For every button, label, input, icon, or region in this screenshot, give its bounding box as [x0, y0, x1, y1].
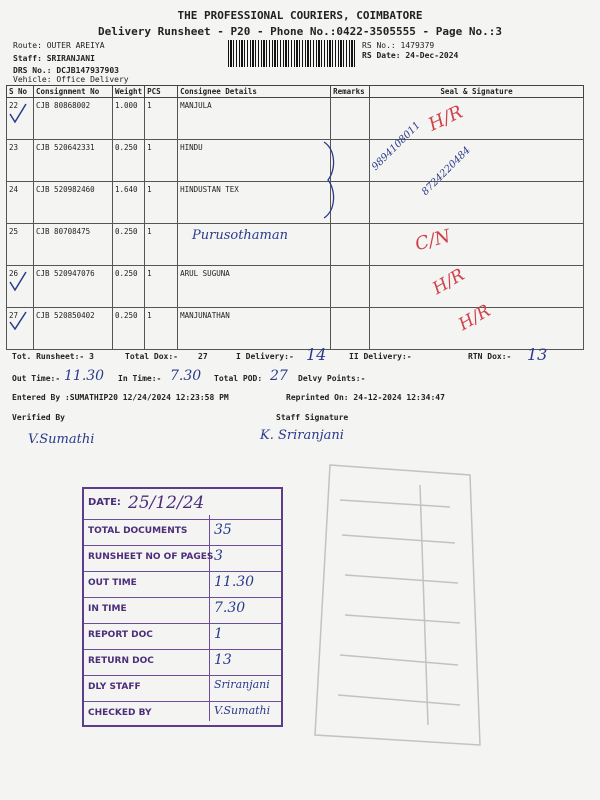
col-pcs: PCS: [145, 86, 178, 98]
table-row: [7, 224, 584, 266]
vehicle: Vehicle: Office Delivery: [13, 75, 129, 84]
barcode: [228, 40, 356, 67]
table-row: [7, 266, 584, 308]
cell-consignee: MANJULA: [178, 98, 331, 140]
stamp-row: [84, 571, 281, 598]
tick-marks: [4, 100, 34, 330]
sig-row22: H/R: [425, 101, 467, 136]
cell-sno: 24: [7, 182, 34, 224]
rs-date: RS Date: 24-Dec-2024: [362, 51, 459, 60]
verified-signature: V.Sumathi: [28, 432, 95, 447]
cell-weight: 0.250: [113, 266, 145, 308]
stamp-date-value: 25/12/24: [128, 493, 205, 513]
stamp-value: 7.30: [214, 600, 246, 616]
stamp-date-row: [84, 489, 281, 520]
bracket-mark: [320, 140, 340, 220]
phone-note-1: 9894108011: [370, 120, 423, 173]
cell-pcs: 1: [145, 224, 178, 266]
cell-sno: 26: [7, 266, 34, 308]
tot-runsheet: Tot. Runsheet:- 3: [12, 352, 94, 361]
out-time-value: 11.30: [64, 368, 105, 384]
cell-consignment: CJB 80708475: [34, 224, 113, 266]
staff-signature: K. Sriranjani: [260, 428, 344, 443]
out-time-label: Out Time:-: [12, 374, 61, 383]
cell-sno: 23: [7, 140, 34, 182]
tick-icon: [10, 312, 26, 329]
stamp-row: [84, 519, 281, 546]
i-delivery-value: 14: [306, 345, 327, 364]
cell-consignee: MANJUNATHAN: [178, 308, 331, 350]
row25-consignee-handwritten: Purusothaman: [192, 228, 289, 243]
stamp-value: V.Sumathi: [214, 704, 271, 717]
i-delivery-label: I Delivery:-: [236, 352, 294, 361]
stamp-row: [84, 597, 281, 624]
stamp-label: CHECKED BY: [88, 708, 152, 718]
stamp-value: 1: [214, 626, 223, 642]
tick-icon: [10, 104, 26, 122]
stamp-value: 13: [214, 652, 232, 668]
stamp-date-label: DATE:: [88, 497, 121, 508]
col-sno: S No: [7, 86, 34, 98]
cell-consignment: CJB 520947076: [34, 266, 113, 308]
total-dox-label: Total Dox:-: [125, 352, 178, 361]
faded-stamp-impression: [300, 455, 485, 755]
rs-no: RS No.: 1479379: [362, 41, 435, 50]
stamp-label: REPORT DOC: [88, 630, 153, 640]
cell-consignment: CJB 520642331: [34, 140, 113, 182]
in-time-label: In Time:-: [118, 374, 162, 383]
cell-weight: 0.250: [113, 224, 145, 266]
col-consignee: Consignee Details: [178, 86, 331, 98]
verified-by-label: Verified By: [12, 413, 65, 422]
tick-icon: [10, 272, 26, 290]
cell-sno: 22: [7, 98, 34, 140]
company-title: THE PROFESSIONAL COURIERS, COIMBATORE: [177, 9, 423, 22]
cell-weight: 1.000: [113, 98, 145, 140]
cell-pcs: 1: [145, 140, 178, 182]
ii-delivery-label: II Delivery:-: [349, 352, 412, 361]
cell-consignee: HINDU: [178, 140, 331, 182]
sig-row26: H/R: [429, 264, 469, 300]
table-row: [7, 182, 584, 224]
total-pod-value: 27: [270, 368, 288, 384]
stamp-value: 11.30: [214, 574, 255, 590]
total-dox-value: 27: [198, 352, 208, 361]
stamp-row: [84, 675, 281, 702]
stamp-row: [84, 545, 281, 572]
stamp-label: RETURN DOC: [88, 656, 154, 666]
entered-by: Entered By :SUMATHIP20 12/24/2024 12:23:58 PM: [12, 393, 229, 402]
cell-pcs: 1: [145, 98, 178, 140]
table-row: [7, 98, 584, 140]
cell-seal: [370, 224, 584, 266]
cell-consignee: HINDUSTAN TEX: [178, 182, 331, 224]
reprinted-on: Reprinted On: 24-12-2024 12:34:47: [286, 393, 445, 402]
cell-consignee: ARUL SUGUNA: [178, 266, 331, 308]
cell-remarks: [331, 266, 370, 308]
delvy-points-label: Delvy Points:-: [298, 374, 366, 383]
cell-remarks: [331, 224, 370, 266]
cell-seal: [370, 182, 584, 224]
total-pod-label: Total POD:: [214, 374, 263, 383]
rtn-dox-label: RTN Dox:-: [468, 352, 512, 361]
office-stamp: [82, 487, 283, 727]
stamp-row: [84, 649, 281, 676]
table-row: [7, 308, 584, 350]
stamp-label: RUNSHEET NO OF PAGES: [88, 552, 214, 562]
table-header: [7, 86, 584, 98]
cell-sno: 27: [7, 308, 34, 350]
route: Route: OUTER AREIYA: [13, 41, 105, 50]
sig-row27: H/R: [455, 300, 495, 336]
col-remarks: Remarks: [331, 86, 370, 98]
col-consignment: Consignment No: [34, 86, 113, 98]
cell-consignment: CJB 520982460: [34, 182, 113, 224]
in-time-value: 7.30: [170, 368, 202, 384]
stamp-label: IN TIME: [88, 604, 127, 614]
staff-signature-label: Staff Signature: [276, 413, 349, 422]
staff: Staff: SRIRANJANI: [13, 54, 95, 63]
cell-pcs: 1: [145, 182, 178, 224]
cell-seal: [370, 266, 584, 308]
col-seal: Seal & Signature: [370, 86, 584, 98]
cell-weight: 0.250: [113, 308, 145, 350]
cell-pcs: 1: [145, 266, 178, 308]
stamp-label: DLY STAFF: [88, 682, 141, 692]
phone-note-2: 8724220484: [420, 145, 473, 198]
sig-row25: C/N: [412, 225, 453, 256]
stamp-row: [84, 701, 281, 723]
drs-no: DRS No.: DCJB147937903: [13, 66, 119, 75]
consignment-table: [6, 85, 584, 350]
stamp-label: OUT TIME: [88, 578, 137, 588]
cell-consignment: CJB 520850402: [34, 308, 113, 350]
runsheet-subtitle: Delivery Runsheet - P20 - Phone No.:0422-3505555 - Page No.:3: [98, 25, 502, 38]
stamp-row: [84, 623, 281, 650]
cell-consignment: CJB 80868002: [34, 98, 113, 140]
rtn-dox-value: 13: [527, 345, 548, 364]
stamp-value: 3: [214, 548, 223, 564]
cell-sno: 25: [7, 224, 34, 266]
col-weight: Weight: [113, 86, 145, 98]
stamp-value: 35: [214, 522, 232, 538]
table-row: [7, 140, 584, 182]
cell-remarks: [331, 98, 370, 140]
stamp-label: TOTAL DOCUMENTS: [88, 526, 188, 536]
stamp-value: Sriranjani: [214, 678, 270, 691]
cell-remarks: [331, 308, 370, 350]
cell-weight: 1.640: [113, 182, 145, 224]
cell-weight: 0.250: [113, 140, 145, 182]
cell-pcs: 1: [145, 308, 178, 350]
